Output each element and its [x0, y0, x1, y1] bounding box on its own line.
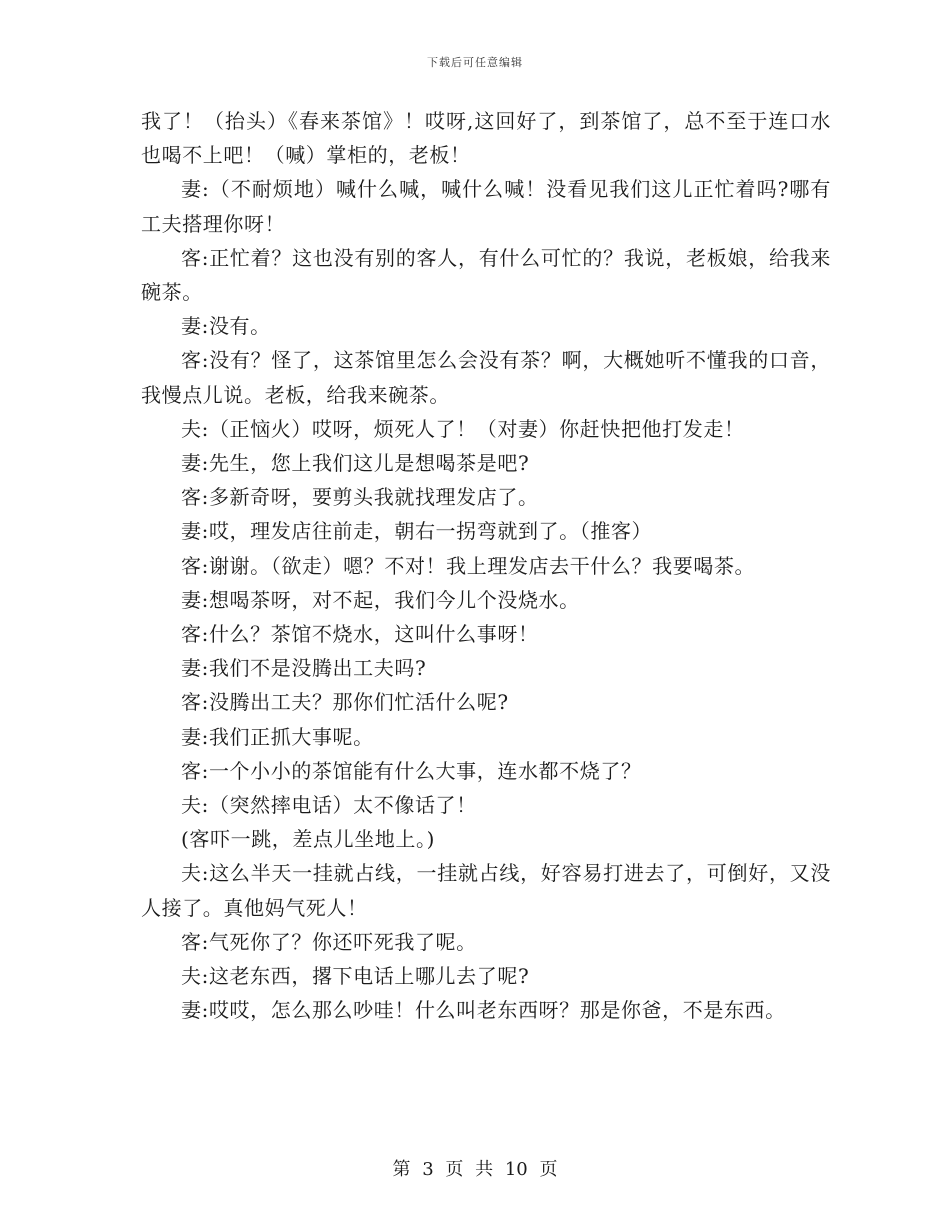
paragraph-7: 妻:先生，您上我们这儿是想喝茶是吧?	[181, 451, 530, 476]
paragraph-1: 我了！（抬头）《春来茶馆》！哎呀,这回好了，到茶馆了，总不至于连口水也喝不上吧！（喊）掌柜的，老板！	[141, 109, 831, 168]
paragraph-6: 夫:（正恼火）哎呀，烦死人了！（对妻）你赶快把他打发走！	[181, 416, 745, 441]
paragraph-17: 夫:（突然摔电话）太不像话了！	[181, 793, 477, 818]
paragraph-2: 妻:（不耐烦地）喊什么喊，喊什么喊！没看见我们这儿正忙着吗?哪有工夫搭理你呀！	[141, 177, 831, 236]
page-number-footer: 第 3 页 共 10 页	[392, 1159, 558, 1180]
paragraph-3: 客:正忙着？这也没有别的客人，有什么可忙的？我说，老板娘，给我来碗茶。	[141, 245, 831, 305]
paragraph-10: 客:谢谢。（欲走）嗯？不对！我上理发店去干什么？我要喝茶。	[181, 553, 756, 578]
paragraph-9: 妻:哎，理发店往前走，朝右一拐弯就到了。（推客）	[181, 519, 653, 544]
paragraph-14: 客:没腾出工夫？那你们忙活什么呢?	[181, 690, 509, 715]
paragraph-8: 客:多新奇呀，要剪头我就找理发店了。	[181, 485, 539, 510]
paragraph-21: 夫:这老东西，撂下电话上哪儿去了呢?	[181, 964, 530, 989]
paragraph-5: 客:没有？怪了，这茶馆里怎么会没有茶？啊，大概她听不懂我的口音，我慢点儿说。老板，给我来碗茶。	[141, 348, 831, 407]
paragraph-18: (客吓一跳，差点儿坐地上。)	[181, 827, 436, 852]
paragraph-20: 客:气死你了？你还吓死我了呢。	[181, 929, 477, 954]
paragraph-11: 妻:想喝茶呀，对不起，我们今儿个没烧水。	[181, 587, 580, 612]
paragraph-4: 妻:没有。	[181, 314, 271, 339]
paragraph-19: 夫:这么半天一挂就占线，一挂就占线，好容易打进去了，可倒好，又没人接了。真他妈气死人！	[141, 861, 831, 920]
paragraph-12: 客:什么？茶馆不烧水，这叫什么事呀！	[181, 622, 539, 647]
paragraph-22: 妻:哎哎，怎么那么吵哇！什么叫老东西呀？那是你爸，不是东西。	[181, 998, 786, 1023]
document-body	[141, 104, 831, 1027]
paragraph-15: 妻:我们正抓大事呢。	[181, 724, 374, 749]
page-header: 下载后可任意编辑	[427, 56, 523, 69]
paragraph-16: 客:一个小小的茶馆能有什么大事，连水都不烧了？	[181, 758, 642, 783]
paragraph-13: 妻:我们不是没腾出工夫吗?	[181, 656, 427, 681]
